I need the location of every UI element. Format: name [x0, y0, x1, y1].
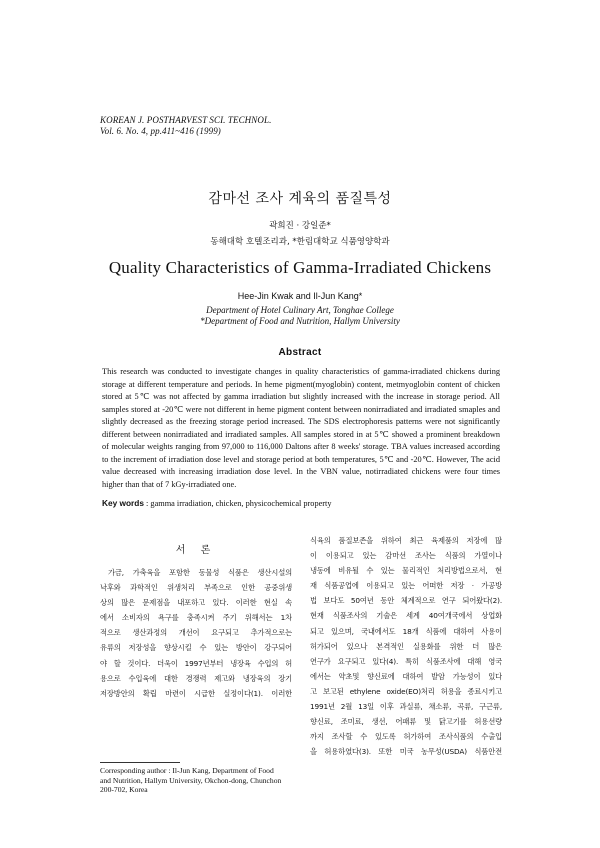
footnote-line: and Nutrition, Hallym University, Okchon-dong, Chunchon: [100, 775, 282, 785]
english-affiliation: Department of Hotel Culinary Art, Tonghae College: [206, 305, 394, 315]
abstract-body: [102, 366, 500, 491]
abstract-line: samples stored at -20℃ were not different in heme pigment content between nonirradiated and irradiated smaples and: [102, 404, 500, 414]
abstract-line: to the increment of irradiation dose level and storage period at both temperatures, 5℃ and -20℃. However, The acid: [102, 454, 500, 464]
body-line: 현재 식품조사의 기술은 세계 40여개국에서 상업화: [310, 611, 502, 621]
abstract-line: of molecular weights ranging from 97,000 to 116,000 Daltons after 8 weeks' storage. TBA values increased according: [102, 442, 500, 452]
body-line: 되고 있으며, 국내에서도 18개 식품에 대하여 사용이: [310, 626, 502, 636]
abstract-line: This research was conducted to investigate changes in quality characteristics of gamma-irradiated chickens during: [102, 367, 500, 376]
body-line: 이 이용되고 있는 감마선 조사는 식품의 가열이나: [310, 551, 502, 561]
body-line: 적으로 생산과정의 개선이 요구되고 추가적으로는: [100, 628, 292, 638]
footnote-line: Corresponding author : Il-Jun Kang, Department of Food: [100, 766, 274, 775]
body-line: 야 할 것이다. 더욱이 1997년부터 냉장육 수입의 허: [100, 658, 292, 668]
body-line: 에서 소비자의 욕구를 충족시켜 주기 위해서는 1차: [100, 613, 292, 623]
body-line: 재 식품공업에 이용되고 있는 어떠한 저장 · 가공방: [310, 581, 502, 591]
section-heading-introduction: 서 론: [175, 545, 217, 556]
english-title: Quality Characteristics of Gamma-Irradiated Chickens: [108, 258, 492, 277]
korean-affiliation: 동해대학 호텔조리과, *한림대학교 식품영양학과: [210, 237, 390, 247]
body-line: 법 보다도 50여년 동안 체계적으로 연구 되어왔다(2).: [310, 596, 502, 606]
abstract-line: slightly decreased as the freezing storage period increased. The SDS electrophoresis patterns were not significantly: [102, 417, 500, 427]
body-line: 까지 조사할 수 있도록 허가하여 조사식품의 수출입: [310, 732, 502, 742]
korean-authors: 곽희진 · 강일준*: [269, 221, 331, 231]
left-column-text: [100, 565, 292, 701]
keywords: [102, 498, 332, 508]
journal-name: KOREAN J. POSTHARVEST SCI. TECHNOL.: [100, 115, 272, 125]
footnote-divider: [100, 762, 180, 763]
english-authors: Hee-Jin Kwak and Il-Jun Kang*: [237, 291, 363, 301]
body-line: 낙후와 과학적인 위생처리 부족으로 인한 공중위생: [100, 583, 292, 593]
journal-volume: Vol. 6. No. 4, pp.411~416 (1999): [100, 126, 221, 136]
keywords-text: : gamma irradiation, chicken, physicochemical property: [146, 499, 332, 508]
body-line: 저장방안의 확립 마련이 시급한 실정이다(1). 이러한: [100, 688, 292, 698]
body-line: 용으로 수입육에 대한 경쟁력 제고와 냉장육의 장기: [100, 673, 292, 683]
abstract-line: higher than that of 7 kGy-irradiated one.: [102, 479, 237, 489]
body-line: 1991년 2월 13일 이후 과실류, 채소류, 곡류, 구근류,: [310, 702, 502, 712]
abstract-line: value decreased with increasing irradiation dose level. In the VBN value, notirradiated chickens were four times: [102, 467, 500, 477]
body-line: 을 허용하였다(3). 또한 미국 농무성(USDA) 식품안전: [310, 747, 502, 757]
keywords-label: Key words: [102, 498, 144, 508]
body-line: 유류의 저장성을 향상시킬 수 있는 방안이 강구되어: [100, 643, 292, 653]
right-column-text: [310, 533, 502, 759]
english-affiliation: *Department of Food and Nutrition, Hallym University: [200, 316, 400, 326]
body-line: 고 보고된 ethylene oxide(EO)처리 허용을 종료시키고: [310, 686, 502, 696]
abstract-line: stored at 5℃ was not affected by gamma irradiation but slightly increased with the increase in storage period. All: [102, 392, 500, 402]
body-line: 냉동에 비유될 수 있는 물리적인 처리방법으로서, 현: [310, 566, 502, 576]
body-line: 연구가 요구되고 있다(4). 특히 식품조사에 대해 영국: [310, 656, 502, 666]
body-line: 에서는 약초및 향신료에 대하여 발암 가능성이 있다: [310, 671, 502, 681]
body-line: 허가되어 있으나 본격적인 실용화를 위한 더 많은: [310, 641, 502, 651]
korean-title: 감마선 조사 계육의 품질특성: [208, 191, 392, 207]
abstract-line: different between nonirradiated and irradiated samples. All samples stored in at 5℃ showed a prominent breakdown: [102, 429, 500, 439]
body-line: 가금, 가축육을 포함한 동물성 식품은 생산시설의: [108, 568, 292, 577]
journal-citation: [100, 115, 271, 137]
corresponding-author-footnote: [100, 766, 295, 795]
abstract-line: storage at different temperature and periods. In heme pigment(myoglobin) content, metmyoglobin content of chicken: [102, 379, 500, 389]
body-line: 식육의 품질보존을 위하여 최근 육제품의 저장에 많: [310, 536, 502, 545]
body-line: 상의 많은 문제점을 내포하고 있다. 이러한 현실 속: [100, 598, 292, 608]
body-line: 향신료, 조미료, 생선, 어패류 및 닭고기를 허용선량: [310, 717, 502, 727]
abstract-heading: Abstract: [278, 347, 322, 358]
footnote-line: 200-702, Korea: [100, 785, 148, 795]
